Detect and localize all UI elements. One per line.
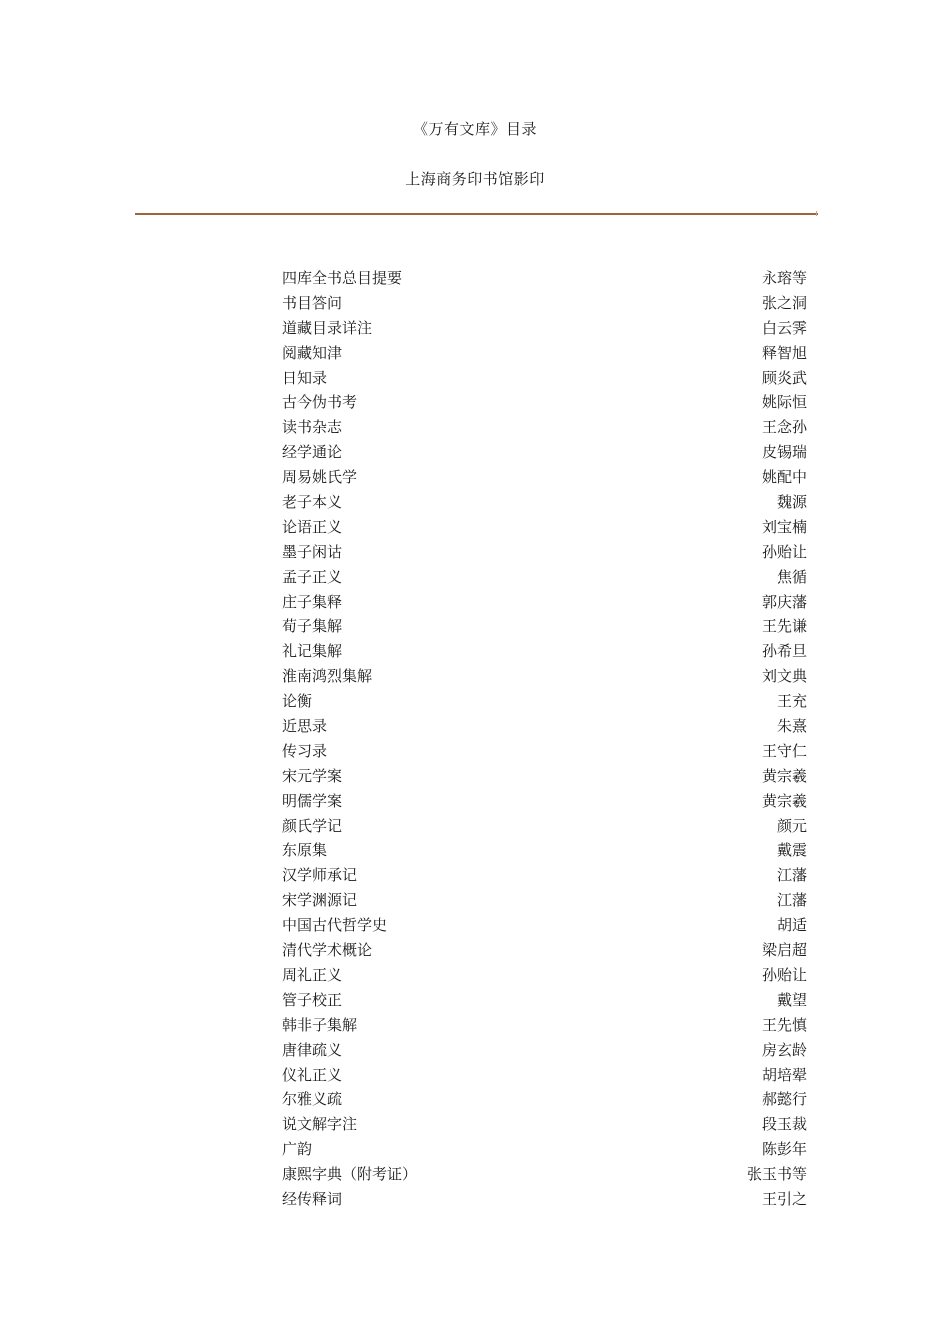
catalog-entry	[282, 1137, 807, 1162]
catalog-entry	[282, 764, 807, 789]
catalog-entry	[282, 814, 807, 839]
book-author: 陈彭年	[761, 1140, 807, 1159]
book-author: 江藩	[776, 866, 807, 885]
catalog-entry	[282, 590, 807, 615]
book-author: 江藩	[776, 891, 807, 910]
book-title: 淮南鸿烈集解	[282, 667, 373, 686]
book-author: 魏源	[776, 493, 807, 512]
document-title: 《万有文库》目录	[412, 120, 537, 138]
book-author: 戴震	[776, 841, 807, 860]
book-author: 孙贻让	[761, 965, 807, 984]
catalog-entry	[282, 714, 807, 739]
catalog-entry	[282, 291, 807, 316]
catalog-entry	[282, 938, 807, 963]
book-title: 宋元学案	[282, 766, 343, 785]
catalog-entry	[282, 1038, 807, 1063]
catalog-entry	[282, 565, 807, 590]
book-author: 胡培翚	[761, 1065, 807, 1084]
book-title: 中国古代哲学史	[282, 916, 388, 935]
book-title: 汉学师承记	[282, 866, 358, 885]
book-title: 古今伪书考	[282, 393, 358, 412]
book-author: 郝懿行	[761, 1090, 807, 1109]
catalog-list	[282, 266, 807, 1212]
book-author: 姚配中	[761, 468, 807, 487]
catalog-entry	[282, 664, 807, 689]
catalog-entry	[282, 316, 807, 341]
book-author: 王充	[776, 692, 807, 711]
header-divider	[135, 213, 818, 215]
book-author: 张玉书等	[746, 1165, 807, 1184]
book-title: 经学通论	[282, 443, 343, 462]
book-author: 皮锡瑞	[761, 443, 807, 462]
book-author: 胡适	[776, 916, 807, 935]
book-title: 孟子正义	[282, 567, 343, 586]
book-author: 房玄龄	[761, 1040, 807, 1059]
catalog-entry	[282, 540, 807, 565]
book-author: 梁启超	[761, 941, 807, 960]
book-title: 说文解字注	[282, 1115, 358, 1134]
catalog-entry	[282, 963, 807, 988]
catalog-entry	[282, 390, 807, 415]
book-title: 东原集	[282, 841, 328, 860]
book-author: 焦循	[776, 567, 807, 586]
book-title: 近思录	[282, 717, 328, 736]
catalog-entry	[282, 1187, 807, 1212]
catalog-entry	[282, 1087, 807, 1112]
book-title: 明儒学案	[282, 791, 343, 810]
catalog-entry	[282, 515, 807, 540]
book-author: 段玉裁	[761, 1115, 807, 1134]
book-title: 传习录	[282, 741, 328, 760]
catalog-entry	[282, 888, 807, 913]
book-title: 日知录	[282, 368, 328, 387]
book-title: 清代学术概论	[282, 941, 373, 960]
book-author: 戴望	[776, 990, 807, 1009]
book-author: 颜元	[776, 816, 807, 835]
book-title: 管子校正	[282, 990, 343, 1009]
book-author: 黄宗羲	[761, 766, 807, 785]
catalog-entry	[282, 639, 807, 664]
book-title: 道藏目录详注	[282, 318, 373, 337]
book-author: 王先谦	[761, 617, 807, 636]
catalog-entry	[282, 988, 807, 1013]
book-author: 朱熹	[776, 717, 807, 736]
book-author: 郭庆藩	[761, 592, 807, 611]
catalog-entry	[282, 266, 807, 291]
book-title: 周易姚氏学	[282, 468, 358, 487]
catalog-entry	[282, 789, 807, 814]
catalog-entry	[282, 838, 807, 863]
divider-end-mark	[816, 211, 817, 216]
catalog-entry	[282, 913, 807, 938]
book-title: 阅藏知津	[282, 343, 343, 362]
book-title: 论衡	[282, 692, 313, 711]
book-author: 姚际恒	[761, 393, 807, 412]
book-title: 读书杂志	[282, 418, 343, 437]
book-title: 周礼正义	[282, 965, 343, 984]
catalog-entry	[282, 614, 807, 639]
book-title: 宋学渊源记	[282, 891, 358, 910]
catalog-entry	[282, 689, 807, 714]
document-subtitle: 上海商务印书馆影印	[405, 170, 545, 188]
book-author: 永瑢等	[761, 269, 807, 287]
book-author: 刘宝楠	[761, 517, 807, 536]
catalog-entry	[282, 490, 807, 515]
book-title: 老子本义	[282, 493, 343, 512]
book-author: 顾炎武	[761, 368, 807, 387]
book-author: 白云霁	[761, 318, 807, 337]
book-title: 韩非子集解	[282, 1015, 358, 1034]
book-author: 孙贻让	[761, 542, 807, 561]
catalog-entry	[282, 415, 807, 440]
catalog-entry	[282, 1112, 807, 1137]
catalog-entry	[282, 1013, 807, 1038]
book-author: 释智旭	[761, 343, 807, 362]
book-author: 黄宗羲	[761, 791, 807, 810]
book-author: 刘文典	[761, 667, 807, 686]
book-title: 尔雅义疏	[282, 1090, 343, 1109]
book-title: 经传释词	[282, 1189, 343, 1208]
book-author: 王念孙	[761, 418, 807, 437]
book-author: 王守仁	[761, 741, 807, 760]
book-title: 书目答问	[282, 293, 343, 312]
book-author: 王先慎	[761, 1015, 807, 1034]
book-title: 颜氏学记	[282, 816, 343, 835]
catalog-entry	[282, 739, 807, 764]
book-author: 王引之	[761, 1189, 807, 1208]
book-title: 四库全书总目提要	[282, 269, 403, 287]
book-title: 仪礼正义	[282, 1065, 343, 1084]
book-title: 礼记集解	[282, 642, 343, 661]
catalog-entry	[282, 366, 807, 391]
catalog-entry	[282, 863, 807, 888]
catalog-entry	[282, 440, 807, 465]
book-title: 唐律疏义	[282, 1040, 343, 1059]
catalog-entry	[282, 341, 807, 366]
book-title: 康熙字典（附考证）	[282, 1165, 418, 1184]
catalog-entry	[282, 1162, 807, 1187]
catalog-entry	[282, 465, 807, 490]
book-title: 墨子闲诂	[282, 542, 343, 561]
book-author: 张之洞	[761, 293, 807, 312]
book-title: 荀子集解	[282, 617, 343, 636]
book-title: 庄子集释	[282, 592, 343, 611]
book-title: 论语正义	[282, 517, 343, 536]
book-author: 孙希旦	[761, 642, 807, 661]
book-title: 广韵	[282, 1140, 313, 1159]
catalog-entry	[282, 1063, 807, 1088]
